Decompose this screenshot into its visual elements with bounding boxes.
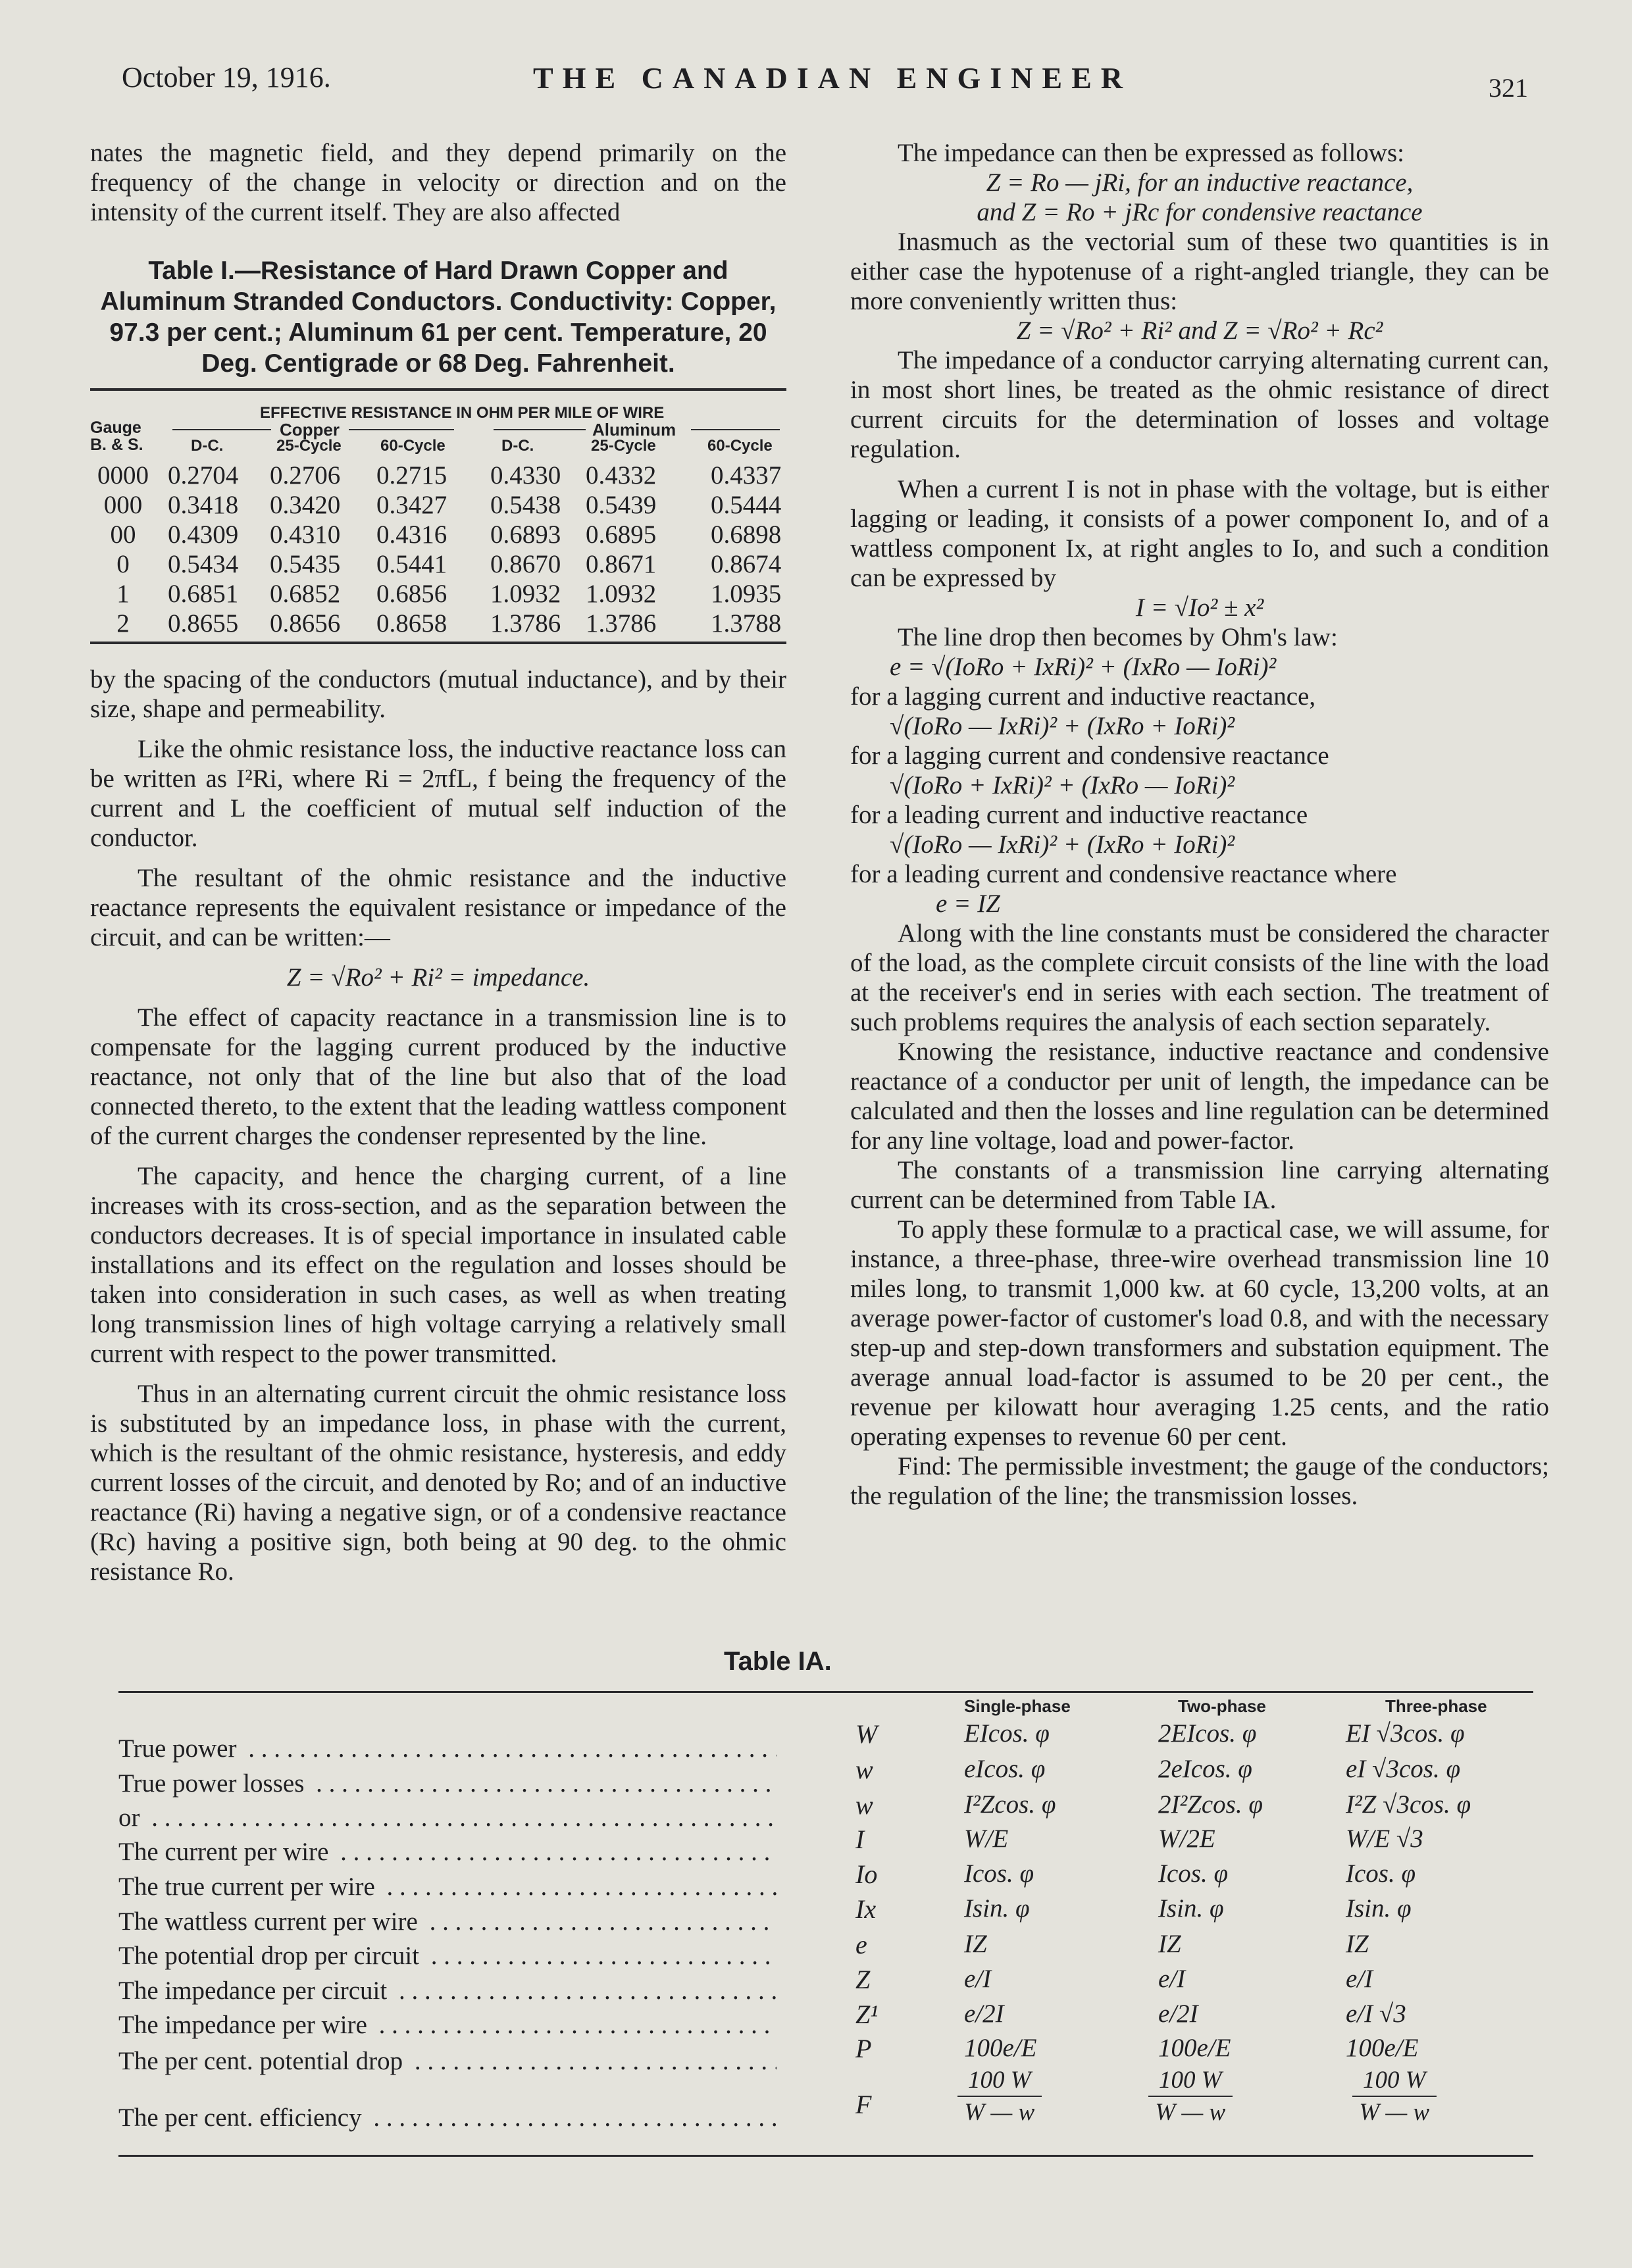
value-cell: 0.5441 — [376, 550, 447, 578]
row-label: True power . . . — [118, 1734, 777, 1763]
row-symbol: Ix — [855, 1894, 877, 1924]
value-cell: 1.0932 — [586, 580, 657, 608]
single-phase-formula: EIcos. φ — [964, 1719, 1050, 1748]
aluminum-bracket-left — [494, 429, 586, 430]
row-label: The per cent. efficiency . . . — [118, 2103, 777, 2132]
col-copper-25: 25-Cycle — [276, 437, 342, 455]
value-cell: 0.6856 — [376, 580, 447, 608]
value-cell: 0.8655 — [168, 609, 239, 638]
two-phase-formula: e/I — [1158, 1965, 1186, 1993]
single-phase-formula: IZ — [964, 1930, 987, 1958]
two-phase-formula: e/2I — [1158, 2000, 1198, 2028]
gauge-cell: 00 — [110, 520, 136, 549]
equation: √(IoRo + IxRi)² + (IxRo — IoRi)² — [890, 771, 1235, 799]
two-phase-formula: 2I²Zcos. φ — [1158, 1790, 1263, 1819]
equation: Z = √Ro² + Ri² = impedance. — [286, 963, 590, 992]
equation: √(IoRo — IxRi)² + (IxRo + IoRi)² — [890, 712, 1235, 740]
paragraph: The resultant of the ohmic resistance and the inductive reactance represents the equivalent resistance or impedance of the circuit, and can be written:— — [90, 864, 786, 951]
left-column-bottom — [90, 665, 786, 1586]
gauge-cell: 2 — [116, 609, 130, 638]
row-symbol: F — [855, 2090, 872, 2119]
value-cell: 0.2704 — [168, 461, 239, 490]
value-cell: 0.6893 — [490, 520, 561, 549]
fraction-denominator: W — w — [1359, 2099, 1430, 2126]
value-cell: 0.4332 — [586, 461, 657, 490]
paragraph: To apply these formulæ to a practical case, we will assume, for instance, a three-phase, three-wire overhead transmission line 10 miles long, to transmit 1,000 kw. at 60 cycle, 13,200 volts, at an average power-factor of customer's load 0.8, and with the necessary step-up and step-down transformers and substation equipment. The average annual load-factor is assumed to be 20 per cent., the revenue per kilowatt hour averaging 1.25 cents, and the ratio operating expenses to revenue 60 per cent. — [850, 1215, 1549, 1451]
value-cell: 0.4337 — [711, 461, 782, 490]
row-symbol: w — [855, 1790, 873, 1820]
fraction-numerator: 100 W — [1148, 2066, 1233, 2097]
three-phase-formula: Icos. φ — [1346, 1859, 1416, 1888]
row-label: or . . . — [118, 1803, 777, 1832]
paragraph: The impedance can then be expressed as follows: — [898, 139, 1404, 167]
value-cell: 0.6898 — [711, 520, 782, 549]
caption: for a leading current and condensive reactance where — [850, 860, 1397, 888]
value-cell: 0.4330 — [490, 461, 561, 490]
three-phase-formula: EI √3cos. φ — [1346, 1719, 1465, 1748]
tableIA-title: Table IA. — [724, 1647, 832, 1676]
value-cell: 1.3786 — [490, 609, 561, 638]
col-aluminum-60: 60-Cycle — [707, 437, 773, 455]
page-number: 321 — [1489, 73, 1528, 103]
value-cell: 0.3418 — [168, 491, 239, 519]
fraction-denominator: W — w — [1155, 2099, 1226, 2126]
value-cell: 0.8674 — [711, 550, 782, 578]
equation: e = IZ — [936, 890, 1000, 918]
single-phase-formula: Icos. φ — [964, 1859, 1034, 1888]
row-symbol: W — [855, 1719, 878, 1749]
col-copper-60: 60-Cycle — [380, 437, 446, 455]
table1-top-rule — [90, 388, 786, 391]
row-label: The per cent. potential drop . . . — [118, 2046, 777, 2076]
table1-group-copper: Copper — [280, 420, 340, 440]
single-phase-formula: Isin. φ — [964, 1894, 1030, 1923]
paragraph: Knowing the resistance, inductive reactance and condensive reactance of a conductor per unit of length, the impedance can be calculated and then the losses and line regulation can be determined for any line voltage, load and power-factor. — [850, 1038, 1549, 1155]
paragraph: The impedance of a conductor carrying alternating current can, in most short lines, be treated as the ohmic resistance of direct current circuits for the determination of losses and voltage regulation. — [850, 346, 1549, 463]
single-phase-formula: W/E — [964, 1825, 1009, 1853]
value-cell: 0.6852 — [270, 580, 341, 608]
single-phase-formula: eIcos. φ — [964, 1755, 1046, 1783]
value-cell: 0.8671 — [586, 550, 657, 578]
two-phase-formula: W/2E — [1158, 1825, 1215, 1853]
table1-super-header: EFFECTIVE RESISTANCE IN OHM PER MILE OF WIRE — [260, 404, 665, 422]
fraction-denominator: W — w — [964, 2099, 1035, 2126]
journal-title: THE CANADIAN ENGINEER — [533, 61, 1132, 95]
table1-gauge-header: Gauge — [90, 418, 141, 437]
caption: for a lagging current and condensive reactance — [850, 742, 1329, 770]
three-phase-formula: Isin. φ — [1346, 1894, 1412, 1923]
col-two-phase: Two-phase — [1178, 1696, 1266, 1716]
value-cell: 0.4316 — [376, 520, 447, 549]
tableIA-bottom-rule — [118, 2155, 1533, 2157]
gauge-cell: 000 — [103, 491, 143, 519]
value-cell: 0.4309 — [168, 520, 239, 549]
value-cell: 0.8658 — [376, 609, 447, 638]
aluminum-bracket-right — [691, 429, 780, 430]
paragraph: nates the magnetic field, and they depend primarily on the frequency of the change in velocity or direction and on the intensity of the current itself. They are also affected — [90, 139, 786, 226]
left-column-top — [90, 138, 786, 227]
value-cell: 0.3427 — [376, 491, 447, 519]
row-label: The impedance per wire . . . — [118, 2010, 777, 2040]
three-phase-formula: W/E √3 — [1346, 1825, 1423, 1853]
table1-gauge-header-2: B. & S. — [90, 436, 143, 454]
row-label: The potential drop per circuit . . . — [118, 1941, 777, 1971]
value-cell: 0.5444 — [711, 491, 782, 519]
two-phase-formula: Icos. φ — [1158, 1859, 1229, 1888]
single-phase-formula: I²Zcos. φ — [964, 1790, 1056, 1819]
equation: e = √(IoRo + IxRi)² + (IxRo — IoRi)² — [890, 653, 1277, 681]
gauge-cell: 0000 — [97, 461, 149, 490]
two-phase-formula: 100e/E — [1158, 2034, 1231, 2062]
value-cell: 0.8670 — [490, 550, 561, 578]
row-symbol: Z¹ — [855, 2000, 879, 2029]
value-cell: 0.6851 — [168, 580, 239, 608]
paragraph: The effect of capacity reactance in a transmission line is to compensate for the lagging current produced by the inductive reactance, not only that of the line but also that of the load connected thereto, to the extent that the leading wattless component of the current charges the condenser represented by the line. — [90, 1003, 786, 1150]
col-three-phase: Three-phase — [1385, 1696, 1487, 1716]
row-label: The true current per wire . . . — [118, 1872, 777, 1902]
value-cell: 0.5439 — [586, 491, 657, 519]
three-phase-formula: e/I √3 — [1346, 2000, 1406, 2028]
right-column — [850, 138, 1549, 1511]
gauge-cell: 1 — [116, 580, 130, 608]
fraction-numerator: 100 W — [957, 2066, 1042, 2097]
issue-date: October 19, 1916. — [122, 61, 331, 93]
col-single-phase: Single-phase — [964, 1696, 1071, 1716]
two-phase-formula: 2eIcos. φ — [1158, 1755, 1252, 1783]
three-phase-efficiency-fraction — [1352, 2066, 1437, 2127]
caption: for a lagging current and inductive reactance, — [850, 682, 1316, 711]
single-phase-efficiency-fraction — [957, 2066, 1042, 2127]
paragraph: The capacity, and hence the charging current, of a line increases with its cross-section, and as the separation between the conductors decreases. It is of special importance in insulated cable installations and its effect on the regulation and losses should be taken into consideration in such cases, as well as when treating long transmission lines of high voltage carrying a relatively small current with respect to the power transmitted. — [90, 1162, 786, 1368]
two-phase-efficiency-fraction — [1148, 2066, 1233, 2127]
row-label: True power losses . . . — [118, 1769, 777, 1798]
row-symbol: P — [855, 2034, 872, 2063]
col-aluminum-dc: D-C. — [501, 437, 534, 455]
two-phase-formula: 2EIcos. φ — [1158, 1719, 1257, 1748]
value-cell: 1.0932 — [490, 580, 561, 608]
single-phase-formula: e/2I — [964, 2000, 1004, 2028]
value-cell: 0.2715 — [376, 461, 447, 490]
value-cell: 1.3786 — [586, 609, 657, 638]
three-phase-formula: I²Z √3cos. φ — [1346, 1790, 1471, 1819]
value-cell: 0.5434 — [168, 550, 239, 578]
single-phase-formula: 100e/E — [964, 2034, 1037, 2062]
copper-bracket-right — [349, 429, 454, 430]
row-label: The impedance per circuit . . . — [118, 1976, 777, 2005]
three-phase-formula: IZ — [1346, 1930, 1369, 1958]
equation: I = √Io² ± x² — [1135, 593, 1264, 622]
caption: for a leading current and inductive reactance — [850, 801, 1308, 829]
equation: Z = √Ro² + Ri² and Z = √Ro² + Rc² — [1016, 316, 1383, 345]
three-phase-formula: 100e/E — [1346, 2034, 1419, 2062]
paragraph: The line drop then becomes by Ohm's law: — [898, 623, 1338, 651]
value-cell: 0.2706 — [270, 461, 341, 490]
value-cell: 0.8656 — [270, 609, 341, 638]
row-symbol: w — [855, 1755, 873, 1784]
row-label: The wattless current per wire . . . — [118, 1907, 777, 1936]
gauge-cell: 0 — [116, 550, 130, 578]
equation: and Z = Ro + jRc for condensive reactance — [977, 198, 1423, 226]
fraction-numerator: 100 W — [1352, 2066, 1437, 2097]
single-phase-formula: e/I — [964, 1965, 992, 1993]
paragraph: Thus in an alternating current circuit the ohmic resistance loss is substituted by an impedance loss, in phase with the current, which is the resultant of the ohmic resistance, hysteresis, and eddy current losses of the circuit, and denoted by Ro; and of an inductive reactance (Ri) having a negative sign, or of a condensive reactance (Rc) having a positive sign, both being at 90 deg. to the ohmic resistance Ro. — [90, 1380, 786, 1586]
paragraph: Along with the line constants must be considered the character of the load, as the complete circuit consists of the line with the load at the receiver's end in series with each section. The treatment of such problems requires the analysis of each section separately. — [850, 919, 1549, 1036]
row-label: The current per wire . . . — [118, 1837, 777, 1867]
copper-bracket-left — [172, 429, 271, 430]
three-phase-formula: eI √3cos. φ — [1346, 1755, 1461, 1783]
paragraph: by the spacing of the conductors (mutual inductance), and by their size, shape and permeability. — [90, 665, 786, 723]
paragraph: The constants of a transmission line carrying alternating current can be determined from Table IA. — [850, 1156, 1549, 1214]
row-symbol: Io — [855, 1859, 878, 1889]
paragraph: Inasmuch as the vectorial sum of these two quantities is in either case the hypotenuse of a right-angled triangle, they can be more conveniently written thus: — [850, 228, 1549, 315]
equation: √(IoRo — IxRi)² + (IxRo + IoRi)² — [890, 830, 1235, 859]
row-symbol: I — [855, 1825, 865, 1854]
tableIA-top-rule — [118, 1691, 1533, 1693]
paragraph: Like the ohmic resistance loss, the inductive reactance loss can be written as I²Ri, where Ri = 2πfL, f being the frequency of the current and L the coefficient of mutual self induction of the conductor. — [90, 735, 786, 852]
value-cell: 0.6895 — [586, 520, 657, 549]
row-symbol: e — [855, 1930, 867, 1959]
value-cell: 0.3420 — [270, 491, 341, 519]
value-cell: 0.5435 — [270, 550, 341, 578]
col-aluminum-25: 25-Cycle — [591, 437, 656, 455]
paragraph: Find: The permissible investment; the gauge of the conductors; the regulation of the line; the transmission losses. — [850, 1452, 1549, 1510]
two-phase-formula: IZ — [1158, 1930, 1181, 1958]
table1-title: Table I.—Resistance of Hard Drawn Copper and Aluminum Stranded Conductors. Conductivity: Copper, 97.3 per cent.; Aluminum 61 per cent. Temperature, 20 Deg. Centigrade or 68 Deg. Fahrenheit. — [100, 257, 777, 378]
value-cell: 0.5438 — [490, 491, 561, 519]
col-copper-dc: D-C. — [191, 437, 224, 455]
paragraph: When a current I is not in phase with the voltage, but is either lagging or leading, it consists of a power component Io, and of a wattless component Ix, at right angles to Io, and such a condition can be expressed by — [850, 475, 1549, 592]
table1-bottom-rule — [90, 642, 786, 644]
value-cell: 1.3788 — [711, 609, 782, 638]
three-phase-formula: e/I — [1346, 1965, 1373, 1993]
table1-group-aluminum: Aluminum — [592, 420, 676, 440]
value-cell: 0.4310 — [270, 520, 341, 549]
equation: Z = Ro — jRi, for an inductive reactance, — [986, 168, 1414, 197]
two-phase-formula: Isin. φ — [1158, 1894, 1224, 1923]
value-cell: 1.0935 — [711, 580, 782, 608]
row-symbol: Z — [855, 1965, 871, 1994]
